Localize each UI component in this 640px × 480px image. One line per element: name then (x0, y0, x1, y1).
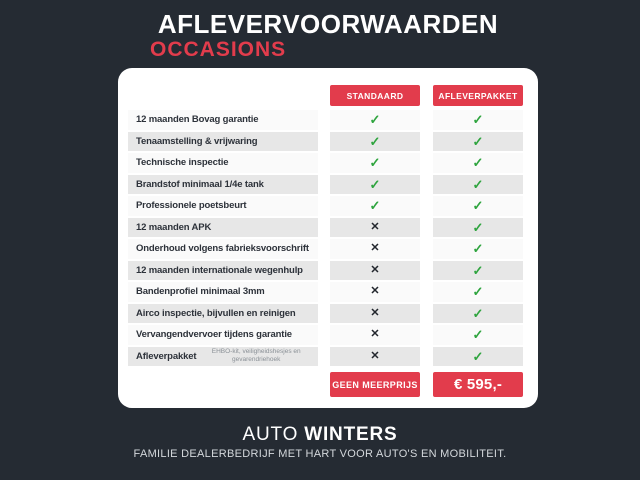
check-icon: ✓ (330, 175, 420, 195)
check-icon: ✓ (433, 196, 523, 216)
check-icon: ✓ (433, 325, 523, 345)
table-row (128, 239, 523, 259)
check-icon: ✓ (433, 282, 523, 302)
column-header-afleverpakket: AFLEVERPAKKET (433, 85, 523, 106)
row-label-cell (128, 239, 318, 259)
cross-icon: ✕ (330, 347, 420, 367)
row-label-cell (128, 175, 318, 195)
row-label: Technische inspectie (136, 157, 229, 169)
check-icon: ✓ (433, 347, 523, 367)
brand-name-light: AUTO (242, 424, 299, 445)
row-label: Professionele poetsbeurt (136, 200, 247, 212)
row-label-cell (128, 153, 318, 173)
check-icon: ✓ (433, 175, 523, 195)
table-row (128, 304, 523, 324)
row-label: Tenaamstelling & vrijwaring (136, 135, 258, 147)
row-label: Bandenprofiel minimaal 3mm (136, 286, 265, 298)
row-label-cell (128, 304, 318, 324)
brand-tagline: FAMILIE DEALERBEDRIJF MET HART VOOR AUTO'S EN MOBILITEIT. (133, 448, 507, 460)
check-icon: ✓ (433, 239, 523, 259)
row-label-cell (128, 347, 318, 367)
comparison-card (118, 68, 538, 408)
cross-icon: ✕ (330, 304, 420, 324)
cross-icon: ✕ (330, 282, 420, 302)
table-row (128, 347, 523, 367)
check-icon: ✓ (330, 196, 420, 216)
check-icon: ✓ (433, 153, 523, 173)
comparison-rows (128, 110, 523, 366)
row-label: 12 maanden APK (136, 221, 212, 233)
row-label: Airco inspectie, bijvullen en reinigen (136, 307, 296, 319)
cross-icon: ✕ (330, 239, 420, 259)
row-label-cell (128, 110, 318, 130)
row-label-cell (128, 196, 318, 216)
page-subtitle: OCCASIONS (150, 38, 287, 61)
check-icon: ✓ (433, 218, 523, 238)
check-icon: ✓ (433, 261, 523, 281)
table-row (128, 196, 523, 216)
row-label-cell (128, 132, 318, 152)
brand-name-bold: WINTERS (304, 424, 398, 445)
row-label-cell (128, 325, 318, 345)
check-icon: ✓ (433, 132, 523, 152)
row-label: 12 maanden Bovag garantie (136, 114, 259, 126)
check-icon: ✓ (330, 153, 420, 173)
table-row (128, 282, 523, 302)
page-title: AFLEVERVOORWAARDEN (157, 9, 499, 39)
check-icon: ✓ (433, 110, 523, 130)
row-label-cell (128, 218, 318, 238)
table-row (128, 218, 523, 238)
cross-icon: ✕ (330, 261, 420, 281)
column-header-standaard: STANDAARD (330, 85, 420, 106)
cross-icon: ✕ (330, 218, 420, 238)
row-label-cell (128, 261, 318, 281)
table-row (128, 175, 523, 195)
table-row (128, 325, 523, 345)
table-row (128, 153, 523, 173)
table-row (128, 261, 523, 281)
cross-icon: ✕ (330, 325, 420, 345)
check-icon: ✓ (330, 132, 420, 152)
row-note: EHBO-kit, veiligheidshesjes en gevarendriehoek (211, 348, 301, 364)
check-icon: ✓ (330, 110, 420, 130)
row-label: Afleverpakket (136, 350, 197, 362)
row-label: Onderhoud volgens fabrieksvoorschrift (136, 243, 309, 255)
afleverpakket-price-badge: € 595,- (433, 372, 523, 397)
row-label: Brandstof minimaal 1/4e tank (136, 178, 264, 190)
row-label: Vervangendvervoer tijdens garantie (136, 329, 292, 341)
brand-name (0, 424, 640, 446)
row-label-cell (128, 282, 318, 302)
table-row (128, 132, 523, 152)
standaard-price-badge: GEEN MEERPRIJS (330, 372, 420, 397)
table-row (128, 110, 523, 130)
row-label: 12 maanden internationale wegenhulp (136, 264, 303, 276)
check-icon: ✓ (433, 304, 523, 324)
